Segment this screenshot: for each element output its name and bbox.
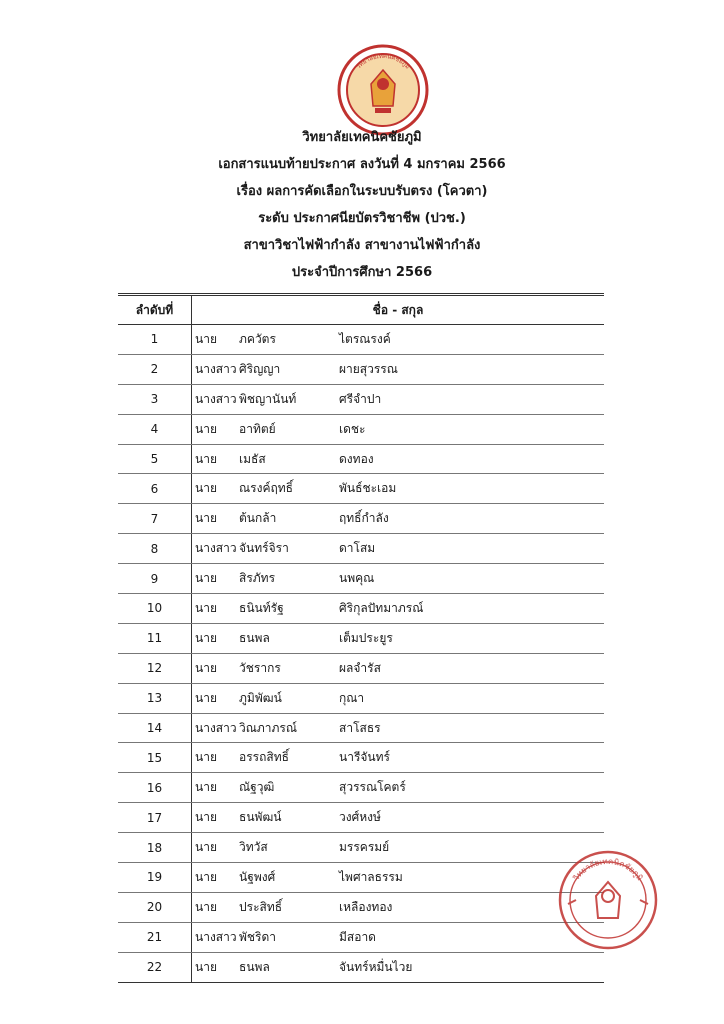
row-number: 6 [118,474,192,504]
row-first-name: ต้นกล้า [239,504,339,534]
row-first-name: สิรภัทร [239,564,339,594]
row-number: 2 [118,354,192,384]
row-first-name: วัชรากร [239,653,339,683]
row-first-name: ธนพล [239,623,339,653]
row-title: นางสาว [192,713,240,743]
row-first-name: วิณภาภรณ์ [239,713,339,743]
row-number: 8 [118,534,192,564]
row-last-name: พันธ์ชะเอม [339,474,604,504]
table-row [118,773,604,803]
row-title: นาย [192,892,240,922]
row-last-name: เดชะ [339,414,604,444]
row-number: 18 [118,833,192,863]
header-order: ลำดับที่ [118,295,192,325]
table-row [118,534,604,564]
table-row [118,803,604,833]
row-number: 7 [118,504,192,534]
row-first-name: ประสิทธิ์ [239,892,339,922]
svg-text:วิทยาลัยเทคนิคชัยภูมิ: วิทยาลัยเทคนิคชัยภูมิ [571,856,645,883]
row-title: นางสาว [192,534,240,564]
official-stamp [556,848,660,952]
row-number: 3 [118,384,192,414]
row-title: นาย [192,863,240,893]
table-row [118,683,604,713]
row-title: นาย [192,594,240,624]
row-first-name: ณรงค์ฤทธิ์ [239,474,339,504]
row-title: นาย [192,833,240,863]
row-first-name: ธนพัฒน์ [239,803,339,833]
row-number: 21 [118,922,192,952]
row-last-name: มรรครมย์ [339,833,604,863]
row-number: 17 [118,803,192,833]
table-row [118,863,604,893]
row-last-name: วงศ์หงษ์ [339,803,604,833]
row-last-name: ศรีจำปา [339,384,604,414]
row-last-name: ไตรณรงค์ [339,325,604,355]
program-line: สาขาวิชาไฟฟ้ากำลัง สาขางานไฟฟ้ากำลัง [243,238,481,253]
row-first-name: ภูมิพัฒน์ [239,683,339,713]
row-first-name: ศิริญญา [239,354,339,384]
table-row [118,354,604,384]
row-first-name: ธนพล [239,952,339,982]
subject-line: เรื่อง ผลการคัดเลือกในระบบรับตรง (โควตา) [236,184,488,199]
row-title: นาย [192,444,240,474]
row-number: 13 [118,683,192,713]
row-number: 14 [118,713,192,743]
row-number: 11 [118,623,192,653]
row-first-name: จันทร์จิรา [239,534,339,564]
row-last-name: ผายสุวรรณ [339,354,604,384]
table-row [118,594,604,624]
table-header-row [118,295,604,325]
row-number: 9 [118,564,192,594]
row-last-name: สุวรรณโคตร์ [339,773,604,803]
row-last-name: ฤทธิ์กำลัง [339,504,604,534]
row-title: นาย [192,564,240,594]
table-row [118,444,604,474]
row-last-name: มีสอาด [339,922,604,952]
row-number: 10 [118,594,192,624]
row-last-name: นพคุณ [339,564,604,594]
row-number: 19 [118,863,192,893]
college-emblem [337,44,429,136]
row-title: นาย [192,504,240,534]
row-last-name: จันทร์หมื่นไวย [339,952,604,982]
row-last-name: สาโสธร [339,713,604,743]
document-line: เอกสารแนบท้ายประกาศ ลงวันที่ 4 มกราคม 2566 [218,157,506,172]
table-row [118,743,604,773]
row-last-name: เต็มประยูร [339,623,604,653]
row-first-name: ณัฐวุฒิ [239,773,339,803]
table-row [118,504,604,534]
row-last-name: เหลืองทอง [339,892,604,922]
row-number: 16 [118,773,192,803]
row-title: นาย [192,325,240,355]
row-first-name: เมธัส [239,444,339,474]
row-title: นาย [192,653,240,683]
table-row [118,384,604,414]
row-first-name: ภควัตร [239,325,339,355]
table-row [118,325,604,355]
row-last-name: ดาโสม [339,534,604,564]
row-first-name: อรรถสิทธิ์ [239,743,339,773]
svg-text:วิทยาลัยเทคนิคชัยภูมิ: วิทยาลัยเทคนิคชัยภูมิ [355,52,411,71]
row-first-name: พัชริดา [239,922,339,952]
row-number: 22 [118,952,192,982]
row-last-name: นารีจันทร์ [339,743,604,773]
row-title: นาย [192,474,240,504]
row-title: นาย [192,952,240,982]
row-number: 15 [118,743,192,773]
table-row [118,414,604,444]
row-number: 20 [118,892,192,922]
table-row [118,713,604,743]
row-number: 4 [118,414,192,444]
table-row [118,833,604,863]
row-first-name: นัฐพงศ์ [239,863,339,893]
row-title: นาย [192,683,240,713]
row-number: 1 [118,325,192,355]
row-first-name: วิทวัส [239,833,339,863]
row-first-name: ธนินท์รัฐ [239,594,339,624]
table-row [118,952,604,982]
level-line: ระดับ ประกาศนียบัตรวิชาชีพ (ปวช.) [258,211,466,226]
row-title: นางสาว [192,384,240,414]
table-row [118,653,604,683]
row-number: 5 [118,444,192,474]
row-title: นาย [192,743,240,773]
table-row [118,892,604,922]
row-last-name: ดงทอง [339,444,604,474]
row-title: นางสาว [192,354,240,384]
table-row [118,474,604,504]
row-title: นางสาว [192,922,240,952]
row-first-name: พิชญานันท์ [239,384,339,414]
college-name: วิทยาลัยเทคนิคชัยภูมิ [302,130,422,145]
row-last-name: ผลจำรัส [339,653,604,683]
table-row [118,922,604,952]
results-table [118,293,604,983]
row-title: นาย [192,414,240,444]
row-last-name: กุณา [339,683,604,713]
row-title: นาย [192,803,240,833]
table-row [118,564,604,594]
academic-year-line: ประจำปีการศึกษา 2566 [291,265,433,280]
table-row [118,623,604,653]
row-title: นาย [192,773,240,803]
row-last-name: ศิริกุลปัทมาภรณ์ [339,594,604,624]
row-last-name: ไพศาลธรรม [339,863,604,893]
row-title: นาย [192,623,240,653]
header-name: ชื่อ - สกุล [192,295,605,325]
row-number: 12 [118,653,192,683]
row-first-name: อาทิตย์ [239,414,339,444]
